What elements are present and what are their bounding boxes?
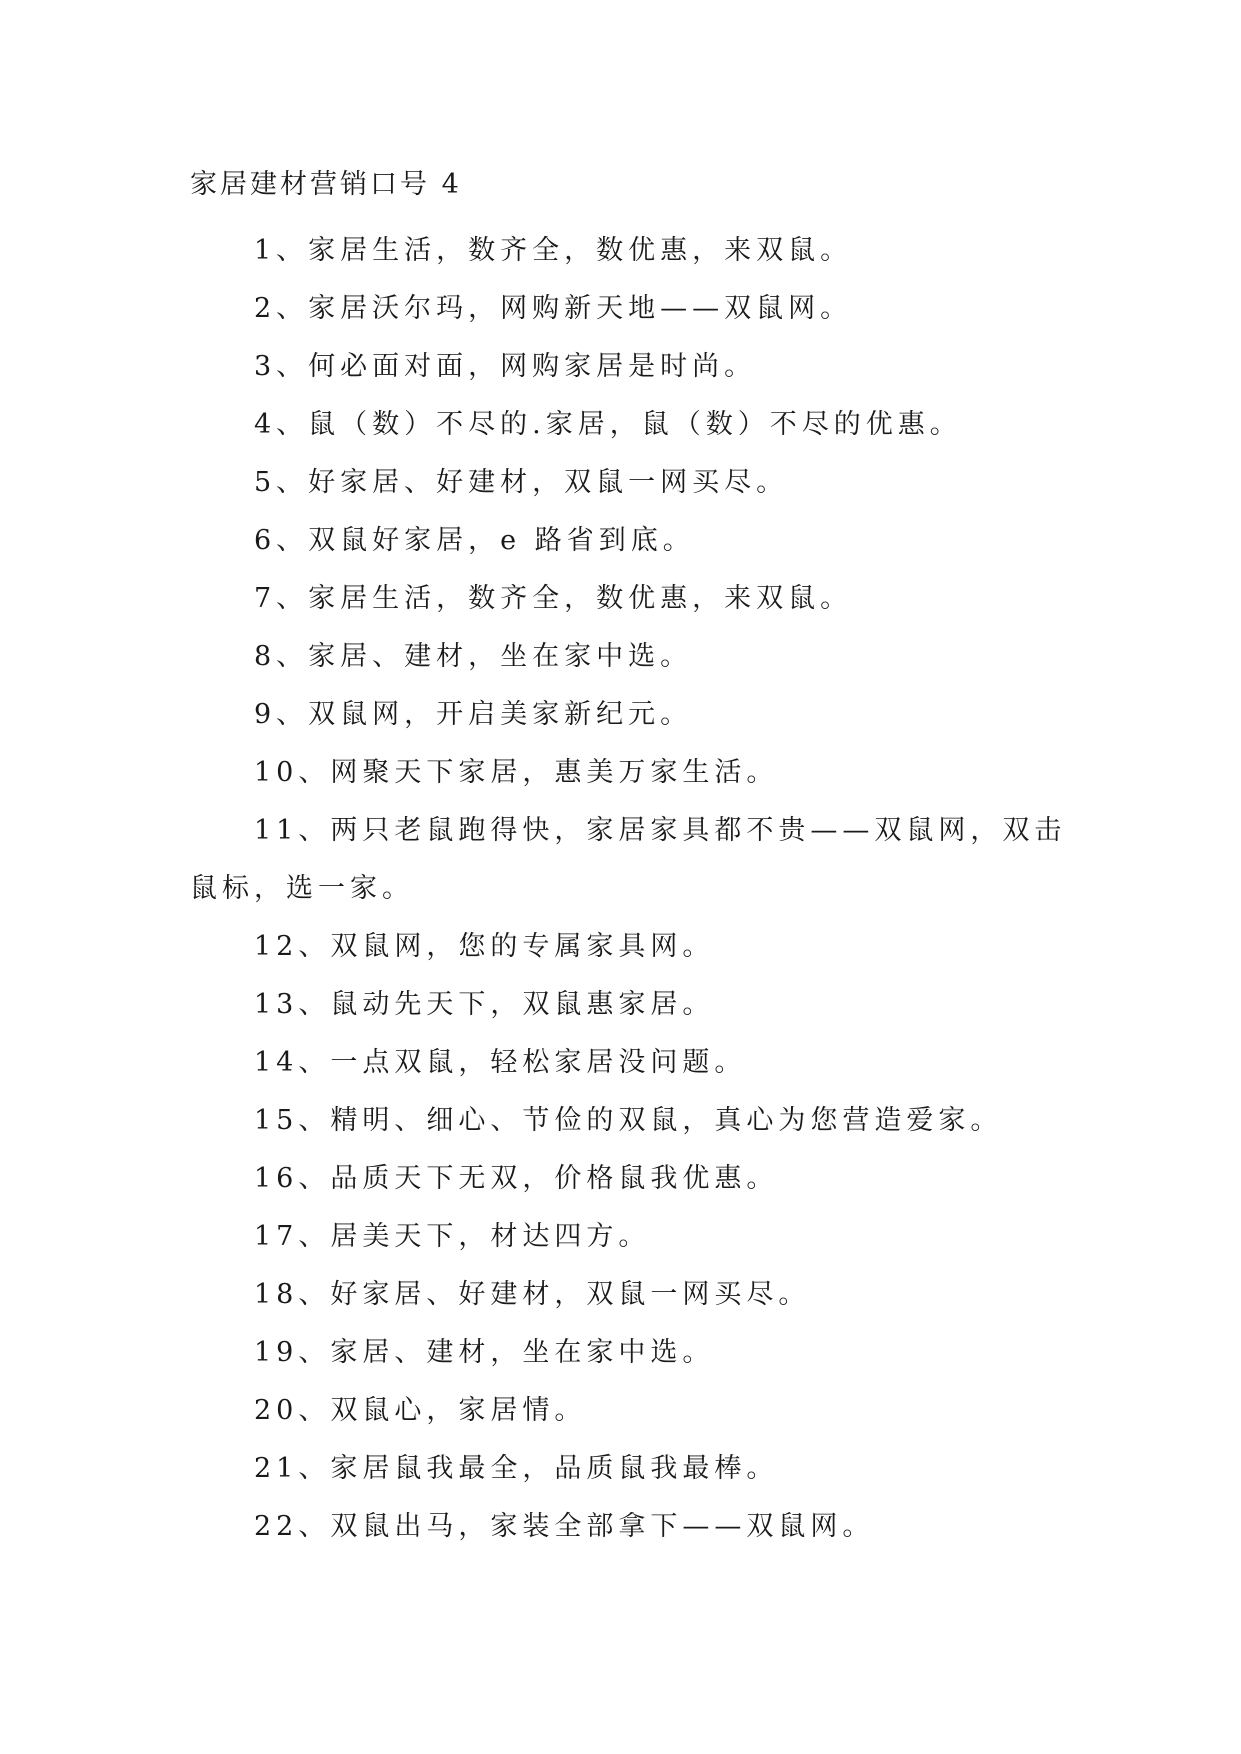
slogan-item: 17、居美天下，材达四方。	[254, 1221, 651, 1252]
slogan-item: 2、家居沃尔玛，网购新天地——双鼠网。	[254, 293, 853, 324]
slogan-item: 12、双鼠网，您的专属家具网。	[254, 931, 715, 962]
slogan-item: 13、鼠动先天下，双鼠惠家居。	[254, 989, 715, 1020]
slogan-item: 20、双鼠心，家居情。	[254, 1395, 587, 1426]
slogan-item: 9、双鼠网，开启美家新纪元。	[254, 699, 693, 730]
slogan-item: 5、好家居、好建材，双鼠一网买尽。	[254, 467, 789, 498]
slogan-item: 22、双鼠出马，家装全部拿下——双鼠网。	[254, 1511, 875, 1542]
slogan-item: 19、家居、建材，坐在家中选。	[254, 1337, 715, 1368]
slogan-item: 3、何必面对面，网购家居是时尚。	[254, 351, 757, 382]
slogan-item: 8、家居、建材，坐在家中选。	[254, 641, 693, 672]
slogan-list	[190, 222, 1070, 1556]
slogan-item: 7、家居生活，数齐全，数优惠，来双鼠。	[254, 583, 853, 614]
slogan-item: 4、鼠（数）不尽的.家居，鼠（数）不尽的优惠。	[254, 409, 962, 440]
slogan-item: 1、家居生活，数齐全，数优惠，来双鼠。	[254, 235, 853, 266]
slogan-item: 16、品质天下无双，价格鼠我优惠。	[254, 1163, 779, 1194]
slogan-item: 18、好家居、好建材，双鼠一网买尽。	[254, 1279, 811, 1310]
slogan-item: 15、精明、细心、节俭的双鼠，真心为您营造爱家。	[254, 1105, 1003, 1136]
document-title: 家居建材营销口号 4	[190, 169, 462, 200]
slogan-item: 10、网聚天下家居，惠美万家生活。	[254, 757, 779, 788]
slogan-item: 6、双鼠好家居，e 路省到底。	[254, 525, 695, 556]
slogan-item: 11、两只老鼠跑得快，家居家具都不贵——双鼠网，双击鼠标，选一家。	[190, 815, 1067, 904]
slogan-item: 21、家居鼠我最全，品质鼠我最棒。	[254, 1453, 779, 1484]
slogan-item: 14、一点双鼠，轻松家居没问题。	[254, 1047, 747, 1078]
